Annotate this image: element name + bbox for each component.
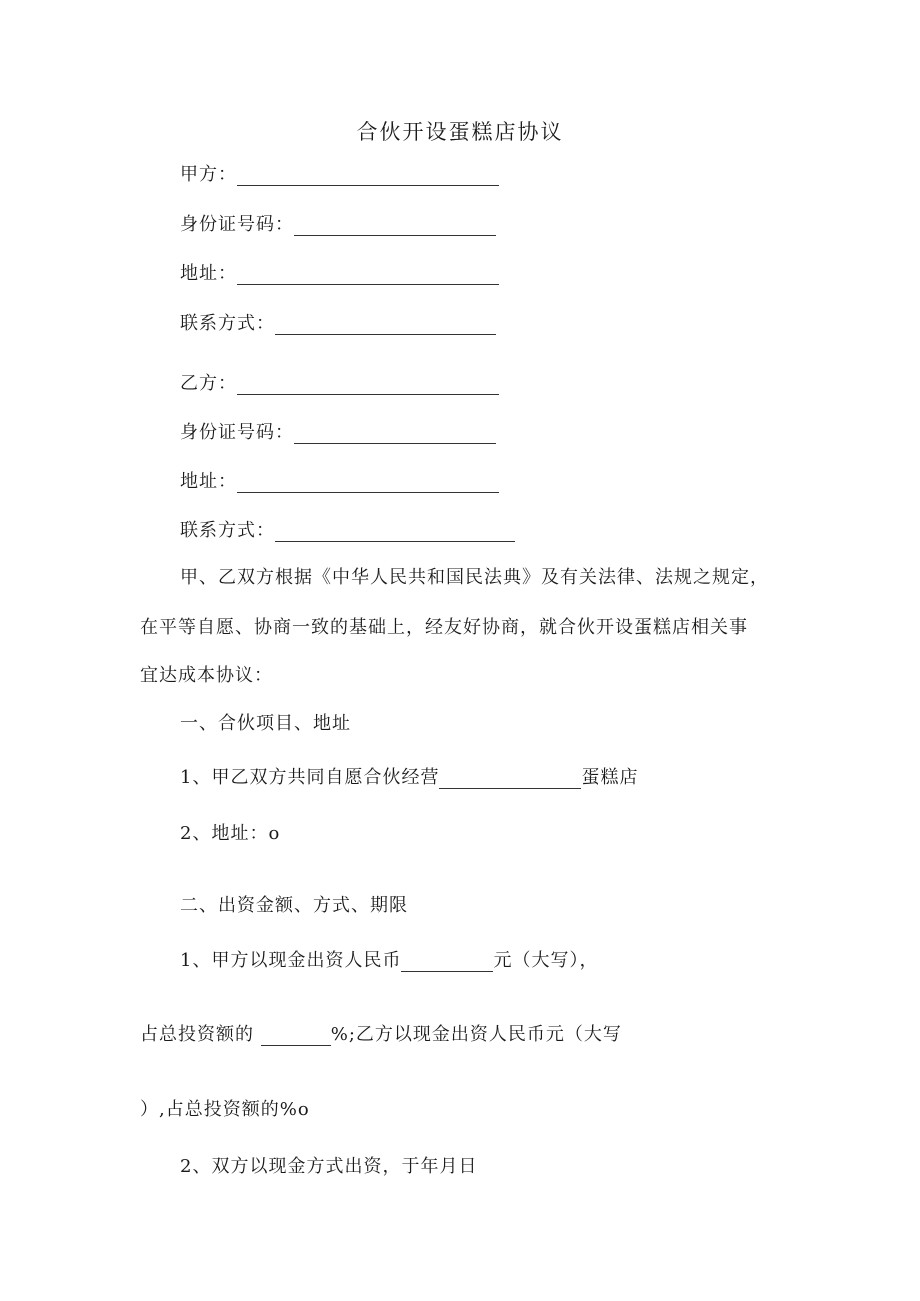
party-b-id-blank: [294, 425, 496, 444]
party-b-address-label: 地址：: [180, 471, 237, 492]
shop-name-blank: [439, 770, 581, 789]
section-2-item-1-line-1: [180, 950, 598, 972]
party-b-contact-blank: [275, 523, 515, 542]
section-1-item-2: 2、地址：o: [180, 823, 281, 844]
party-a-id-blank: [294, 217, 496, 236]
section-1-item-1-suffix: 蛋糕店: [581, 767, 639, 788]
party-a-address-label: 地址：: [180, 263, 237, 284]
section-1-item-1-prefix: 1、甲乙双方共同自愿合伙经营: [180, 767, 440, 788]
preamble-line-1: 甲、乙双方根据《中华人民共和国民法典》及有关法律、法规之规定，: [180, 567, 769, 588]
party-b-address-blank: [237, 474, 499, 493]
party-b-name-label: 乙方：: [180, 373, 237, 394]
party-b-name-blank: [237, 376, 499, 395]
party-a-name-line: [180, 164, 499, 186]
party-b-id-label: 身份证号码：: [180, 422, 294, 443]
party-a-id-line: [180, 214, 496, 236]
section-2-heading: 二、出资金额、方式、期限: [180, 895, 408, 916]
section-2-item-2: 2、双方以现金方式出资，于年月日: [180, 1156, 478, 1177]
party-a-contact-blank: [275, 316, 496, 335]
party-b-address-line: [180, 471, 499, 493]
party-a-address-blank: [237, 266, 499, 285]
section-2-item-1-suffix: 元（大写），: [493, 950, 599, 971]
section-2-item-1-line-2-prefix: 占总投资额的: [140, 1024, 254, 1045]
section-2-item-1-line-2: [140, 1024, 622, 1046]
party-a-contact-line: [180, 313, 496, 335]
party-a-name-blank: [237, 167, 499, 186]
party-b-name-line: [180, 373, 499, 395]
section-2-item-1-line-2-suffix: %;乙方以现金出资人民币元（大写: [330, 1024, 622, 1045]
preamble-line-2: 在平等自愿、协商一致的基础上，经友好协商，就合伙开设蛋糕店相关事: [140, 617, 748, 638]
section-2-item-1-prefix: 1、甲方以现金出资人民币: [180, 950, 402, 971]
percent-blank: [261, 1027, 331, 1046]
party-a-address-line: [180, 263, 499, 285]
amount-blank: [401, 953, 493, 972]
document-title: 合伙开设蛋糕店协议: [356, 120, 564, 144]
party-b-contact-label: 联系方式：: [180, 520, 275, 541]
preamble-line-3: 宜达成本协议：: [140, 665, 273, 686]
section-2-item-1-line-3: ）,占总投资额的%o: [140, 1099, 310, 1120]
party-a-id-label: 身份证号码：: [180, 214, 294, 235]
party-a-contact-label: 联系方式：: [180, 313, 275, 334]
party-a-name-label: 甲方：: [180, 164, 237, 185]
party-b-contact-line: [180, 520, 515, 542]
section-1-heading: 一、合伙项目、地址: [180, 713, 351, 734]
party-b-id-line: [180, 422, 496, 444]
section-1-item-1: [180, 767, 638, 789]
